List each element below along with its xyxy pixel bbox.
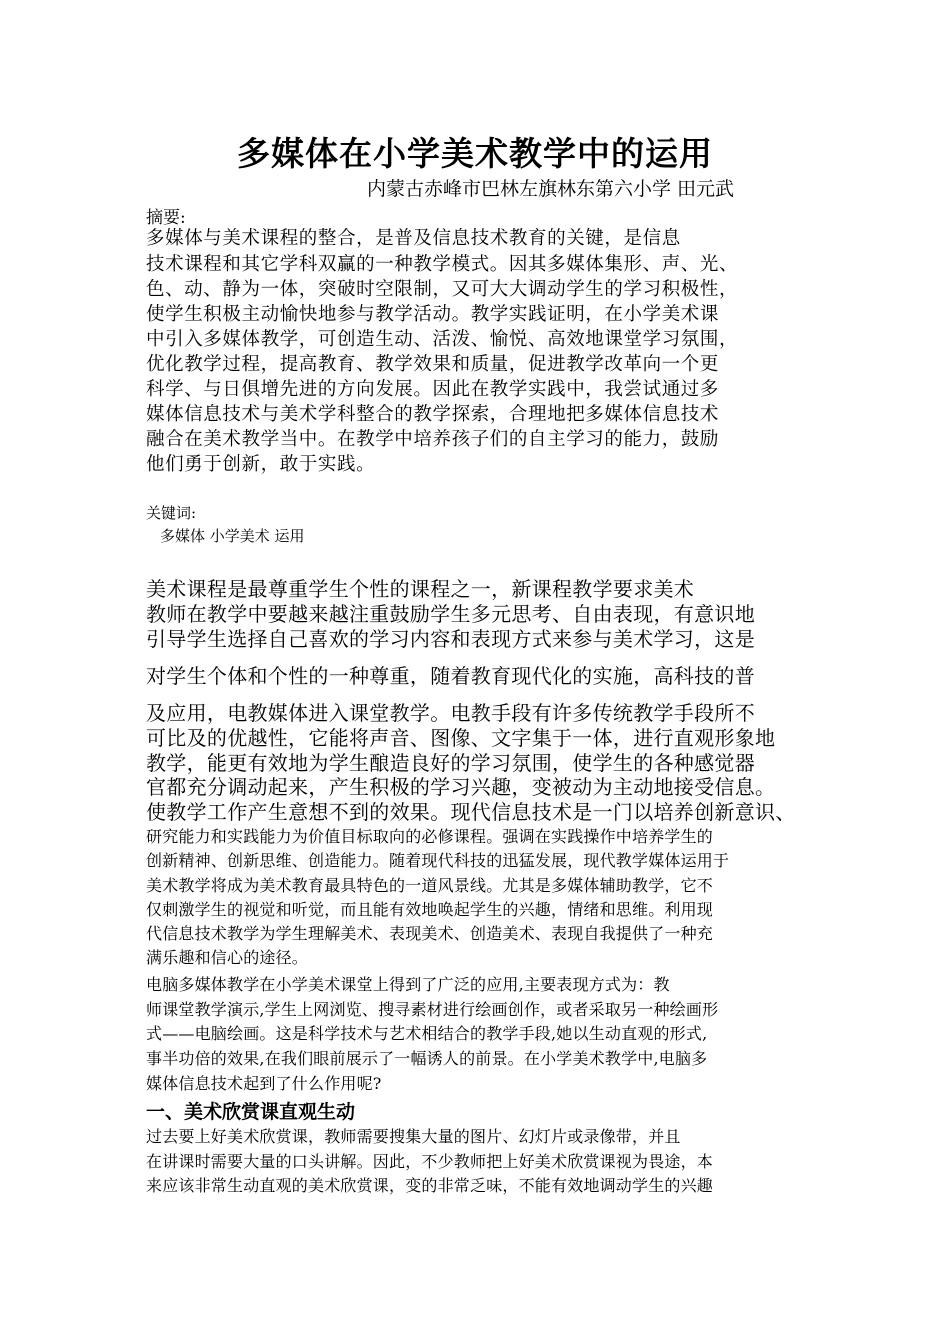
body-line: 对学生个体和个性的一种尊重，随着教育现代化的实施，高科技的普 (146, 664, 755, 688)
abstract-line: 技术课程和其它学科双赢的一种教学模式。因其多媒体集形、声、光、 (146, 254, 739, 275)
body-line: 研究能力和实践能力为价值目标取向的必修课程。强调在实践操作中培养学生的 (146, 827, 714, 846)
body-line: 官都充分调动起来，产生积极的学习兴趣，变被动为主动地接受信息。 (146, 775, 776, 799)
body-line: 教学，能更有效地为学生酿造良好的学习氛围，使学生的各种感觉器 (146, 751, 755, 775)
abstract-line: 色、动、静为一体，突破时空限制，又可大大调动学生的学习积极性， (146, 279, 739, 300)
body-line: 美术课程是最尊重学生个性的课程之一，新课程教学要求美术 (146, 577, 695, 601)
abstract-line: 使学生积极主动愉快地参与教学活动。教学实践证明，在小学美术课 (146, 304, 720, 325)
abstract-line: 多媒体与美术课程的整合，是普及信息技术教育的关键，是信息 (146, 228, 681, 249)
body-line: 使教学工作产生意想不到的效果。现代信息技术是一门以培养创新意识、 (146, 800, 796, 824)
abstract-label: 摘要: (146, 208, 186, 228)
page-title: 多媒体在小学美术教学中的运用 (237, 134, 713, 173)
author-line: 内蒙古赤峰市巴林左旗林东第六小学 田元武 (367, 178, 735, 200)
section-line: 来应该非常生动直观的美术欣赏课，变的非常乏味，不能有效地调动学生的兴趣 (146, 1176, 714, 1195)
abstract-line: 中引入多媒体教学，可创造生动、活泼、愉悦、高效地课堂学习氛围， (146, 329, 739, 350)
abstract-line: 融合在美术教学当中。在教学中培养孩子们的自主学习的能力，鼓励 (146, 429, 720, 450)
body-line: 及应用，电教媒体进入课堂教学。电教手段有许多传统教学手段所不 (146, 701, 755, 725)
abstract-line: 媒体信息技术与美术学科整合的教学探索，合理地把多媒体信息技术 (146, 404, 720, 425)
body-line: 仅刺激学生的视觉和听觉，而且能有效地唤起学生的兴趣，情绪和思维。利用现 (146, 900, 714, 919)
body-line: 引导学生选择自己喜欢的学习内容和表现方式来参与美术学习，这是 (146, 627, 755, 651)
section-line: 过去要上好美术欣赏课，教师需要搜集大量的图片、幻灯片或录像带，并且 (146, 1127, 681, 1146)
keywords-label: 关键词: (146, 504, 197, 522)
keywords-text: 多媒体 小学美术 运用 (160, 527, 305, 545)
body-line: 满乐趣和信心的途径。 (146, 948, 309, 967)
body-line: 事半功倍的效果,在我们眼前展示了一幅诱人的前景。在小学美术教学中,电脑多 (146, 1049, 708, 1068)
body-line: 代信息技术教学为学生理解美术、表现美术、创造美术、表现自我提供了一种充 (146, 924, 714, 943)
abstract-line: 优化教学过程，提高教育、教学效果和质量，促进教学改革向一个更 (146, 354, 720, 375)
section-heading: 一、美术欣赏课直观生动 (146, 1101, 356, 1123)
body-line: 可比及的优越性，它能将声音、图像、文字集于一体，进行直观形象地 (146, 726, 776, 750)
body-line: 美术教学将成为美术教育最具特色的一道风景线。尤其是多媒体辅助教学，它不 (146, 876, 714, 895)
body-line: 媒体信息技术起到了什么作用呢? (146, 1074, 382, 1093)
body-line: 电脑多媒体教学在小学美术课堂上得到了广泛的应用,主要表现方式为：教 (146, 975, 670, 994)
body-line: 师课堂教学演示,学生上网浏览、搜寻素材进行绘画创作，或者采取另一种绘画形 (146, 1000, 719, 1019)
section-line: 在讲课时需要大量的口头讲解。因此，不少教师把上好美术欣赏课视为畏途，本 (146, 1152, 714, 1171)
body-line: 教师在教学中要越来越注重鼓励学生多元思考、自由表现，有意识地 (146, 602, 755, 626)
body-line: 式——电脑绘画。这是科学技术与艺术相结合的教学手段,她以生动直观的形式, (146, 1024, 708, 1043)
abstract-line: 他们勇于创新，敢于实践。 (146, 454, 376, 475)
body-line: 创新精神、创新思维、创造能力。随着现代科技的迅猛发展，现代教学媒体运用于 (146, 851, 730, 870)
abstract-line: 科学、与日俱增先进的方向发展。因此在教学实践中，我尝试通过多 (146, 379, 720, 400)
